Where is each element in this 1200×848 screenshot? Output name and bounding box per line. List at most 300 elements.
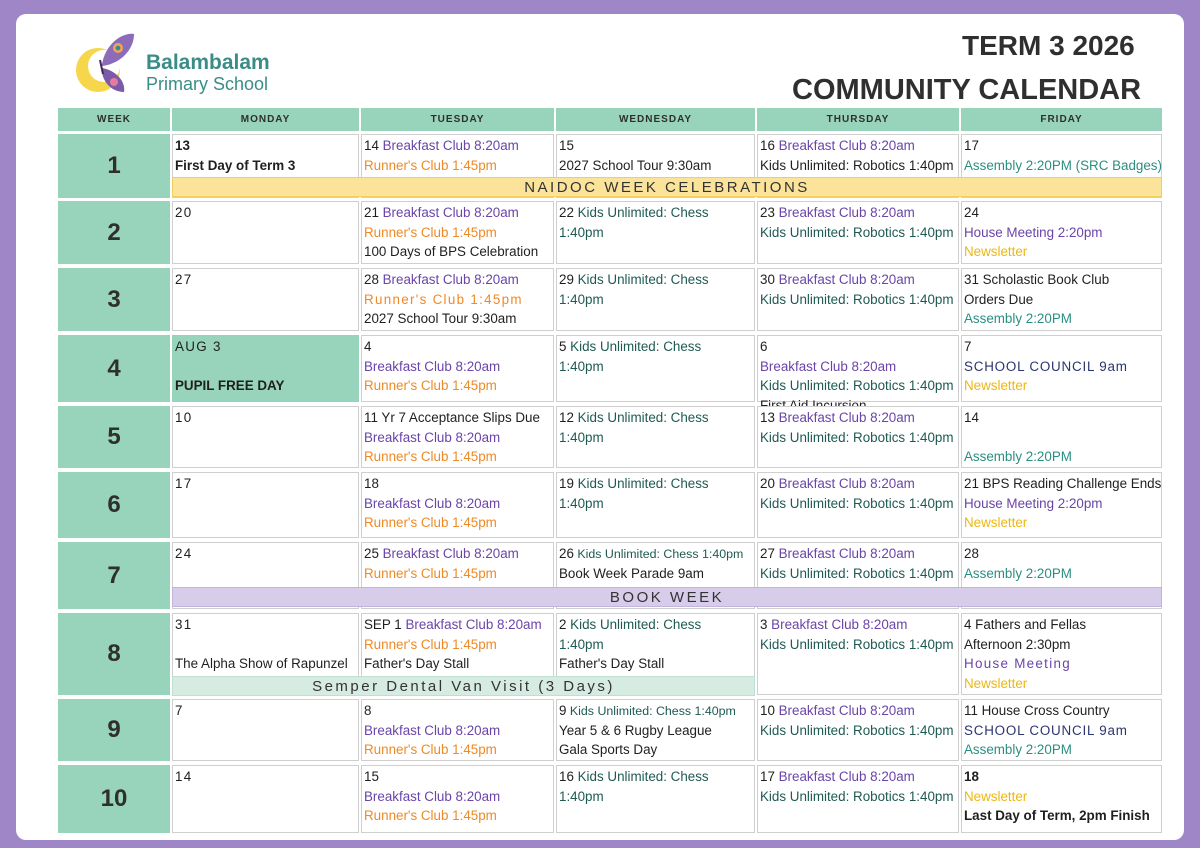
event-text: Kids Unlimited: Chess <box>573 476 709 491</box>
cell-line <box>559 615 754 635</box>
school-subtitle: Primary School <box>146 74 269 94</box>
event-text: Afternoon 2:30pm <box>964 636 1071 652</box>
cell-line <box>964 635 1161 655</box>
calendar-title-main: COMMUNITY CALENDAR <box>792 74 1142 106</box>
day-cell-w5-fri <box>961 406 1162 468</box>
day-cell-w2-wed <box>556 201 755 264</box>
date-label: 3 <box>760 617 768 632</box>
week-number: 8 <box>58 613 170 695</box>
date-label: 27 <box>175 272 193 287</box>
cell-line <box>559 337 754 357</box>
date-label: 21 <box>964 476 979 491</box>
week-number: 2 <box>58 201 170 264</box>
week-number: 6 <box>58 472 170 538</box>
cell-line <box>559 136 754 156</box>
cell-line <box>559 544 754 564</box>
cell-line <box>364 203 553 223</box>
cell-line <box>364 701 553 721</box>
date-label: 14 <box>364 138 379 153</box>
event-text: Assembly 2:20PM <box>964 565 1072 581</box>
event-text: Breakfast Club 8:20am <box>774 546 915 561</box>
cell-line <box>364 337 553 357</box>
event-text: 1:40pm <box>559 788 604 804</box>
cell-line <box>559 767 754 787</box>
event-text: 1:40pm <box>559 495 604 511</box>
event-text: Fathers and Fellas <box>971 617 1087 632</box>
cell-line <box>364 447 553 467</box>
event-text: Kids Unlimited: Chess <box>573 410 709 425</box>
cell-line <box>364 544 553 564</box>
cell-line <box>175 544 358 564</box>
cell-line <box>964 357 1161 377</box>
date-label: 18 <box>964 769 979 784</box>
date-label: 19 <box>559 476 574 491</box>
cell-line <box>175 156 358 176</box>
blank-line <box>175 635 358 655</box>
date-label: 11 <box>364 410 378 425</box>
event-text: 2027 School Tour 9:30am <box>364 311 517 327</box>
day-cell-w3-wed <box>556 268 755 331</box>
event-text: Newsletter <box>964 515 1028 531</box>
cell-line <box>559 357 754 377</box>
date-label: 6 <box>760 339 768 354</box>
cell-line <box>760 564 958 584</box>
dental-van-banner: Semper Dental Van Visit (3 Days) <box>172 676 755 696</box>
event-text: Father's Day Stall <box>364 656 470 672</box>
date-label: 17 <box>760 769 775 784</box>
naidoc-week-banner: NAIDOC WEEK CELEBRATIONS <box>172 177 1162 197</box>
day-cell-w6-fri <box>961 472 1162 538</box>
cell-line <box>364 654 553 674</box>
cell-line <box>559 654 754 674</box>
cell-line <box>760 428 958 448</box>
cell-line <box>175 615 358 635</box>
cell-line <box>964 513 1161 533</box>
event-text: Year 5 & 6 Rugby League <box>559 722 712 738</box>
cell-line <box>760 721 958 741</box>
day-cell-w6-wed <box>556 472 755 538</box>
cell-line <box>364 136 553 156</box>
event-text: 100 Days of BPS Celebration <box>364 244 539 260</box>
event-text: Kids Unlimited: Robotics 1:40pm <box>760 378 954 394</box>
calendar-title-term: TERM 3 2026 <box>962 30 1135 61</box>
cell-line <box>364 223 553 243</box>
cell-line <box>559 740 754 760</box>
day-cell-w10-wed <box>556 765 755 833</box>
butterfly-logo-icon <box>72 30 136 98</box>
cell-line <box>175 408 358 428</box>
event-text: Gala Sports Day <box>559 742 658 758</box>
event-text: Breakfast Club 8:20am <box>364 495 501 511</box>
cell-line <box>964 290 1161 310</box>
event-text: Runner's Club 1:45pm <box>364 378 497 394</box>
day-cell-w8-fri <box>961 613 1162 695</box>
event-text: SCHOOL COUNCIL 9am <box>964 722 1128 738</box>
cell-line <box>964 564 1161 584</box>
day-cell-w3-fri <box>961 268 1162 331</box>
cell-line <box>559 494 754 514</box>
event-text: Runner's Club 1:45pm <box>364 449 497 465</box>
cell-line <box>364 270 553 290</box>
day-cell-w2-thu <box>757 201 959 264</box>
event-text: 2027 School Tour 9:30am <box>559 157 712 173</box>
cell-line <box>964 787 1161 807</box>
event-text: Breakfast Club 8:20am <box>774 410 915 425</box>
cell-line <box>760 635 958 655</box>
date-label: 14 <box>175 769 193 784</box>
week-number: 3 <box>58 268 170 331</box>
cell-line <box>760 408 958 428</box>
day-cell-w2-tue <box>361 201 554 264</box>
date-label: SEP 1 <box>364 617 402 632</box>
cell-line <box>964 806 1161 826</box>
cell-line <box>964 767 1161 787</box>
event-text: Kids Unlimited: Robotics 1:40pm <box>760 636 954 652</box>
event-text: Breakfast Club 8:20am <box>767 617 908 632</box>
event-text: Kids Unlimited: Robotics 1:40pm <box>760 291 954 307</box>
date-label: 5 <box>559 339 567 354</box>
day-cell-w5-tue <box>361 406 554 468</box>
cell-line <box>364 376 553 396</box>
column-header-monday: MONDAY <box>172 108 359 131</box>
cell-line <box>175 654 358 674</box>
cell-line <box>559 787 754 807</box>
cell-line <box>964 544 1161 564</box>
cell-line <box>760 787 958 807</box>
cell-line <box>364 309 553 329</box>
cell-line <box>364 721 553 741</box>
cell-line <box>760 290 958 310</box>
event-text: Kids Unlimited: Robotics 1:40pm <box>760 224 954 240</box>
day-cell-w4-wed <box>556 335 755 402</box>
cell-line <box>364 513 553 533</box>
blank-line <box>175 357 358 377</box>
day-cell-w6-tue <box>361 472 554 538</box>
event-text: Kids Unlimited: Robotics 1:40pm <box>760 788 954 804</box>
day-cell-w6-thu <box>757 472 959 538</box>
cell-line <box>760 767 958 787</box>
cell-line <box>364 408 553 428</box>
event-text: 1:40pm <box>559 291 604 307</box>
day-cell-w5-wed <box>556 406 755 468</box>
cell-line <box>760 223 958 243</box>
day-cell-w4-thu <box>757 335 959 402</box>
event-text: Newsletter <box>964 788 1028 804</box>
event-text: Kids Unlimited: Robotics 1:40pm <box>760 429 954 445</box>
date-label: 13 <box>760 410 775 425</box>
cell-line <box>760 376 958 396</box>
cell-line <box>760 701 958 721</box>
week-number: 1 <box>58 134 170 198</box>
event-text: 1:40pm <box>559 429 604 445</box>
cell-line <box>364 357 553 377</box>
event-text: Breakfast Club 8:20am <box>774 476 915 491</box>
date-label: 25 <box>364 546 379 561</box>
week-number: 5 <box>58 406 170 468</box>
cell-line <box>559 635 754 655</box>
event-text: Breakfast Club 8:20am <box>774 272 915 287</box>
cell-line <box>760 203 958 223</box>
event-text: Breakfast Club 8:20am <box>378 272 519 287</box>
cell-line <box>364 635 553 655</box>
cell-line <box>964 701 1161 721</box>
cell-line <box>175 767 358 787</box>
day-cell-w8-thu <box>757 613 959 695</box>
cell-line <box>559 474 754 494</box>
week-number: 10 <box>58 765 170 833</box>
cell-line <box>760 544 958 564</box>
date-label: 20 <box>175 205 193 220</box>
event-text: Kids Unlimited: Chess 1:40pm <box>573 547 744 561</box>
day-cell-w10-fri <box>961 765 1162 833</box>
event-text: Kids Unlimited: Chess <box>573 205 709 220</box>
event-text: Breakfast Club 8:20am <box>364 788 501 804</box>
date-label: 28 <box>964 546 979 561</box>
cell-line <box>364 564 553 584</box>
date-label: 15 <box>364 769 379 784</box>
event-text: Breakfast Club 8:20am <box>774 205 915 220</box>
event-text: 1:40pm <box>559 636 604 652</box>
cell-line <box>175 474 358 494</box>
event-text: Kids Unlimited: Robotics 1:40pm <box>760 565 954 581</box>
event-text: Runner's Club 1:45pm <box>364 636 497 652</box>
event-text: Father's Day Stall <box>559 656 665 672</box>
cell-line <box>964 674 1161 694</box>
event-text: Kids Unlimited: Chess <box>566 339 702 354</box>
cell-line <box>760 136 958 156</box>
day-cell-w5-thu <box>757 406 959 468</box>
day-cell-w10-thu <box>757 765 959 833</box>
cell-line <box>364 474 553 494</box>
cell-line <box>760 615 958 635</box>
event-text: Runner's Club 1:45pm <box>364 808 497 824</box>
event-text: Kids Unlimited: Chess <box>573 769 709 784</box>
event-text: Yr 7 Acceptance Slips Due <box>377 410 540 425</box>
event-text: House Meeting 2:20pm <box>964 495 1103 511</box>
cell-line <box>364 767 553 787</box>
day-cell-w3-tue <box>361 268 554 331</box>
date-label: 10 <box>760 703 775 718</box>
cell-line <box>175 337 358 357</box>
cell-line <box>364 428 553 448</box>
day-cell-w9-wed <box>556 699 755 761</box>
event-text: Breakfast Club 8:20am <box>378 205 519 220</box>
week-number: 7 <box>58 542 170 609</box>
day-cell-w9-tue <box>361 699 554 761</box>
date-label: 12 <box>559 410 574 425</box>
event-text: Kids Unlimited: Robotics 1:40pm <box>760 722 954 738</box>
date-label: 28 <box>364 272 379 287</box>
cell-line <box>559 701 754 721</box>
day-cell-w9-thu <box>757 699 959 761</box>
event-text: Runner's Club 1:45pm <box>364 565 497 581</box>
cell-line <box>175 203 358 223</box>
date-label: 20 <box>760 476 775 491</box>
date-label: 13 <box>175 138 190 153</box>
cell-line <box>964 494 1161 514</box>
date-label: 17 <box>964 138 979 153</box>
column-header-wednesday: WEDNESDAY <box>556 108 755 131</box>
event-text: Last Day of Term, 2pm Finish <box>964 808 1150 824</box>
date-label: 24 <box>964 205 979 220</box>
date-label: 7 <box>175 703 184 718</box>
event-text: Runner's Club 1:45pm <box>364 515 497 531</box>
cell-line <box>964 740 1161 760</box>
column-header-week: WEEK <box>58 108 170 131</box>
date-label: 16 <box>760 138 775 153</box>
cell-line <box>364 156 553 176</box>
date-label: 23 <box>760 205 775 220</box>
date-label: 8 <box>364 703 372 718</box>
cell-line <box>175 136 358 156</box>
date-label: AUG 3 <box>175 339 222 354</box>
event-text: Runner's Club 1:45pm <box>364 291 523 307</box>
date-label: 24 <box>175 546 193 561</box>
book-week-banner: BOOK WEEK <box>172 587 1162 607</box>
event-text: House Meeting 2:20pm <box>964 224 1103 240</box>
date-label: 29 <box>559 272 574 287</box>
cell-line <box>964 309 1161 329</box>
column-header-friday: FRIDAY <box>961 108 1162 131</box>
event-text: Breakfast Club 8:20am <box>774 138 915 153</box>
event-text: 1:40pm <box>559 224 604 240</box>
date-label: 17 <box>175 476 193 491</box>
cell-line <box>559 203 754 223</box>
date-label: 21 <box>364 205 379 220</box>
cell-line <box>559 223 754 243</box>
day-cell-w9-mon <box>172 699 359 761</box>
cell-line <box>964 721 1161 741</box>
day-cell-w2-mon <box>172 201 359 264</box>
event-text: Breakfast Club 8:20am <box>378 138 519 153</box>
day-cell-w3-mon <box>172 268 359 331</box>
date-label: 31 <box>964 272 979 287</box>
date-label: 26 <box>559 546 574 561</box>
cell-line <box>964 615 1161 635</box>
cell-line <box>559 564 754 584</box>
school-name: Balambalam <box>146 51 270 74</box>
date-label: 10 <box>175 410 193 425</box>
date-label: 2 <box>559 617 567 632</box>
date-label: 11 <box>964 703 978 718</box>
cell-line <box>364 806 553 826</box>
event-text: 1:40pm <box>559 358 604 374</box>
day-cell-w9-fri <box>961 699 1162 761</box>
day-cell-w6-mon <box>172 472 359 538</box>
event-text: Assembly 2:20PM <box>964 311 1072 327</box>
event-text: Breakfast Club 8:20am <box>774 769 915 784</box>
date-label: 16 <box>559 769 574 784</box>
cell-line <box>760 156 958 176</box>
week-number: 4 <box>58 335 170 402</box>
event-text: Breakfast Club 8:20am <box>364 358 501 374</box>
column-header-tuesday: TUESDAY <box>361 108 554 131</box>
cell-line <box>964 223 1161 243</box>
cell-line <box>559 270 754 290</box>
event-text: Breakfast Club 8:20am <box>401 617 542 632</box>
blank-line <box>964 428 1161 448</box>
event-text: Newsletter <box>964 378 1028 394</box>
cell-line <box>760 357 958 377</box>
event-text: Assembly 2:20PM <box>964 449 1072 465</box>
cell-line <box>964 337 1161 357</box>
column-header-thursday: THURSDAY <box>757 108 959 131</box>
cell-line <box>175 376 358 396</box>
event-text: Newsletter <box>964 244 1028 260</box>
cell-line <box>364 494 553 514</box>
event-text: Runner's Club 1:45pm <box>364 224 497 240</box>
cell-line <box>964 242 1161 262</box>
event-text: Kids Unlimited: Robotics 1:40pm <box>760 495 954 511</box>
date-label: 27 <box>760 546 775 561</box>
event-text: Assembly 2:20PM <box>964 742 1072 758</box>
event-text: Breakfast Club 8:20am <box>760 358 897 374</box>
cell-line <box>559 290 754 310</box>
event-text: Assembly 2:20PM (SRC Badges) <box>964 157 1162 173</box>
event-text: BPS Reading Challenge Ends <box>978 476 1162 491</box>
day-cell-w10-mon <box>172 765 359 833</box>
event-text: Kids Unlimited: Robotics 1:40pm <box>760 157 954 173</box>
date-label: 22 <box>559 205 574 220</box>
event-text: Kids Unlimited: Chess <box>573 272 709 287</box>
event-text: SCHOOL COUNCIL 9am <box>964 358 1128 374</box>
cell-line <box>175 270 358 290</box>
cell-line <box>760 474 958 494</box>
date-label: 14 <box>964 410 979 425</box>
cell-line <box>964 447 1161 467</box>
cell-line <box>760 270 958 290</box>
day-cell-w4-tue <box>361 335 554 402</box>
cell-line <box>175 701 358 721</box>
event-text: House Meeting <box>964 656 1071 672</box>
day-cell-w3-thu <box>757 268 959 331</box>
date-label: 4 <box>964 617 972 632</box>
cell-line <box>760 337 958 357</box>
date-label: 15 <box>559 138 574 153</box>
day-cell-w2-fri <box>961 201 1162 264</box>
event-text: Kids Unlimited: Chess <box>566 617 702 632</box>
cell-line <box>964 376 1161 396</box>
day-cell-w10-tue <box>361 765 554 833</box>
event-text: Orders Due <box>964 291 1034 307</box>
event-text: Breakfast Club 8:20am <box>364 429 501 445</box>
event-text: PUPIL FREE DAY <box>175 378 285 394</box>
cell-line <box>559 428 754 448</box>
event-text: Breakfast Club 8:20am <box>378 546 519 561</box>
cell-line <box>964 474 1161 494</box>
date-label: 30 <box>760 272 775 287</box>
date-label: 4 <box>364 339 372 354</box>
event-text: Kids Unlimited: Chess 1:40pm <box>566 704 736 718</box>
cell-line <box>964 408 1161 428</box>
cell-line <box>559 156 754 176</box>
cell-line <box>760 494 958 514</box>
cell-line <box>964 654 1161 674</box>
event-text: Breakfast Club 8:20am <box>774 703 915 718</box>
event-text: Breakfast Club 8:20am <box>364 722 501 738</box>
event-text: Scholastic Book Club <box>978 272 1110 287</box>
date-label: 18 <box>364 476 379 491</box>
cell-line <box>364 242 553 262</box>
date-label: 7 <box>964 339 972 354</box>
event-text: House Cross Country <box>977 703 1110 718</box>
event-text: The Alpha Show of Rapunzel <box>175 656 348 672</box>
cell-line <box>559 408 754 428</box>
event-text: First Day of Term 3 <box>175 157 296 173</box>
event-text: Book Week Parade 9am <box>559 565 704 581</box>
event-text: Runner's Club 1:45pm <box>364 157 497 173</box>
event-text: Newsletter <box>964 675 1028 691</box>
